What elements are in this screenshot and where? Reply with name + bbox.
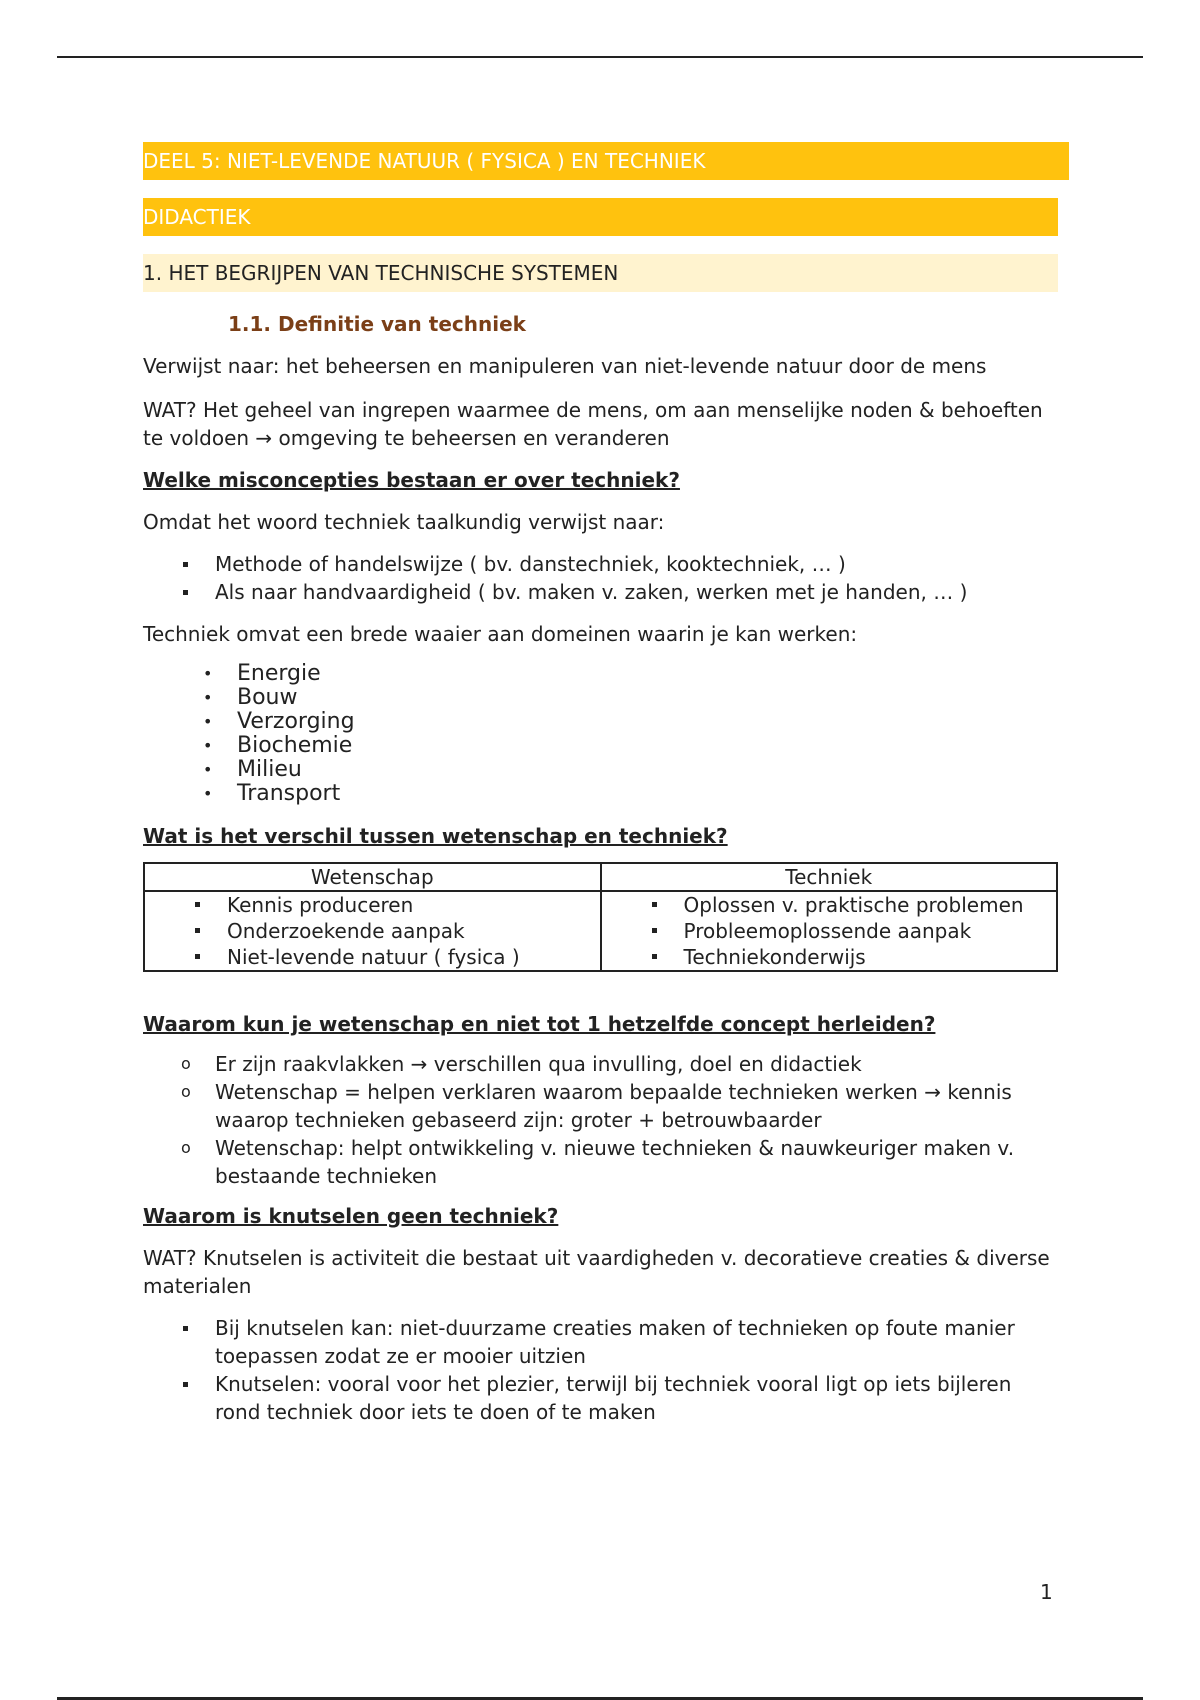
refers-to-paragraph: Verwijst naar: het beheersen en manipuleren van niet-levende natuur door de mens xyxy=(143,354,987,378)
list-item: Kennis produceren xyxy=(145,892,600,918)
difference-question: Wat is het verschil tussen wetenschap en techniek? xyxy=(143,824,728,848)
list-item: • Energie xyxy=(143,662,1058,686)
science-cell xyxy=(144,891,601,971)
section-title-bar: DIDACTIEK xyxy=(143,198,1058,236)
domains-intro: Techniek omvat een brede waaier aan domeinen waarin je kan werken: xyxy=(143,622,858,646)
concept-question: Waarom kun je wetenschap en niet tot 1 hetzelfde concept herleiden? xyxy=(143,1012,936,1036)
list-item: • Biochemie xyxy=(143,734,1058,758)
list-item: Knutselen: vooral voor het plezier, terwijl bij techniek vooral ligt op iets bijleren rond techniek door iets te doen of te maken xyxy=(143,1370,1058,1426)
list-item: Probleemoplossende aanpak xyxy=(602,918,1057,944)
list-item: • Verzorging xyxy=(143,710,1058,734)
list-item: • Milieu xyxy=(143,758,1058,782)
misconceptions-list xyxy=(143,550,1058,606)
list-item: Oplossen v. praktische problemen xyxy=(602,892,1057,918)
crafts-wat-paragraph: WAT? Knutselen is activiteit die bestaat uit vaardigheden v. decoratieve creaties & diverse materialen xyxy=(143,1246,1050,1298)
crafts-list xyxy=(143,1314,1058,1426)
list-item: Onderzoekende aanpak xyxy=(145,918,600,944)
part-title-bar: DEEL 5: NIET-LEVENDE NATUUR ( FYSICA ) EN TECHNIEK xyxy=(143,142,1069,180)
comparison-table xyxy=(143,862,1058,972)
misconceptions-intro: Omdat het woord techniek taalkundig verwijst naar: xyxy=(143,510,665,534)
misconceptions-question: Welke misconcepties bestaan er over techniek? xyxy=(143,468,680,492)
table-header-technique: Techniek xyxy=(601,863,1058,891)
list-item: o Er zijn raakvlakken → verschillen qua invulling, doel en didactiek xyxy=(143,1050,1058,1078)
concept-list xyxy=(143,1050,1058,1190)
crafts-question: Waarom is knutselen geen techniek? xyxy=(143,1204,559,1228)
document-page xyxy=(143,142,1058,1426)
list-item: Als naar handvaardigheid ( bv. maken v. zaken, werken met je handen, … ) xyxy=(143,578,1058,606)
page-number: 1 xyxy=(1040,1580,1053,1604)
domains-list xyxy=(143,662,1058,806)
list-item: o Wetenschap: helpt ontwikkeling v. nieuwe technieken & nauwkeuriger maken v. bestaande technieken xyxy=(143,1134,1058,1190)
wat-paragraph: WAT? Het geheel van ingrepen waarmee de mens, om aan menselijke noden & behoeften te voldoen → omgeving te beheersen en veranderen xyxy=(143,398,1043,450)
definition-heading: 1.1. Definitie van techniek xyxy=(228,312,526,336)
list-item: • Bouw xyxy=(143,686,1058,710)
list-item: Techniekonderwijs xyxy=(602,944,1057,970)
table-header-science: Wetenschap xyxy=(144,863,601,891)
list-item: • Transport xyxy=(143,782,1058,806)
technique-cell xyxy=(601,891,1058,971)
list-item: Bij knutselen kan: niet-duurzame creaties maken of technieken op foute manier toepassen zodat ze er mooier uitzien xyxy=(143,1314,1058,1370)
top-rule xyxy=(57,56,1143,58)
list-item: Methode of handelswijze ( bv. danstechniek, kooktechniek, … ) xyxy=(143,550,1058,578)
list-item: Niet-levende natuur ( fysica ) xyxy=(145,944,600,970)
chapter-title-bar: 1. HET BEGRIJPEN VAN TECHNISCHE SYSTEMEN xyxy=(143,254,1058,292)
list-item: o Wetenschap = helpen verklaren waarom bepaalde technieken werken → kennis waarop technieken gebaseerd zijn: groter + betrouwbaarder xyxy=(143,1078,1058,1134)
